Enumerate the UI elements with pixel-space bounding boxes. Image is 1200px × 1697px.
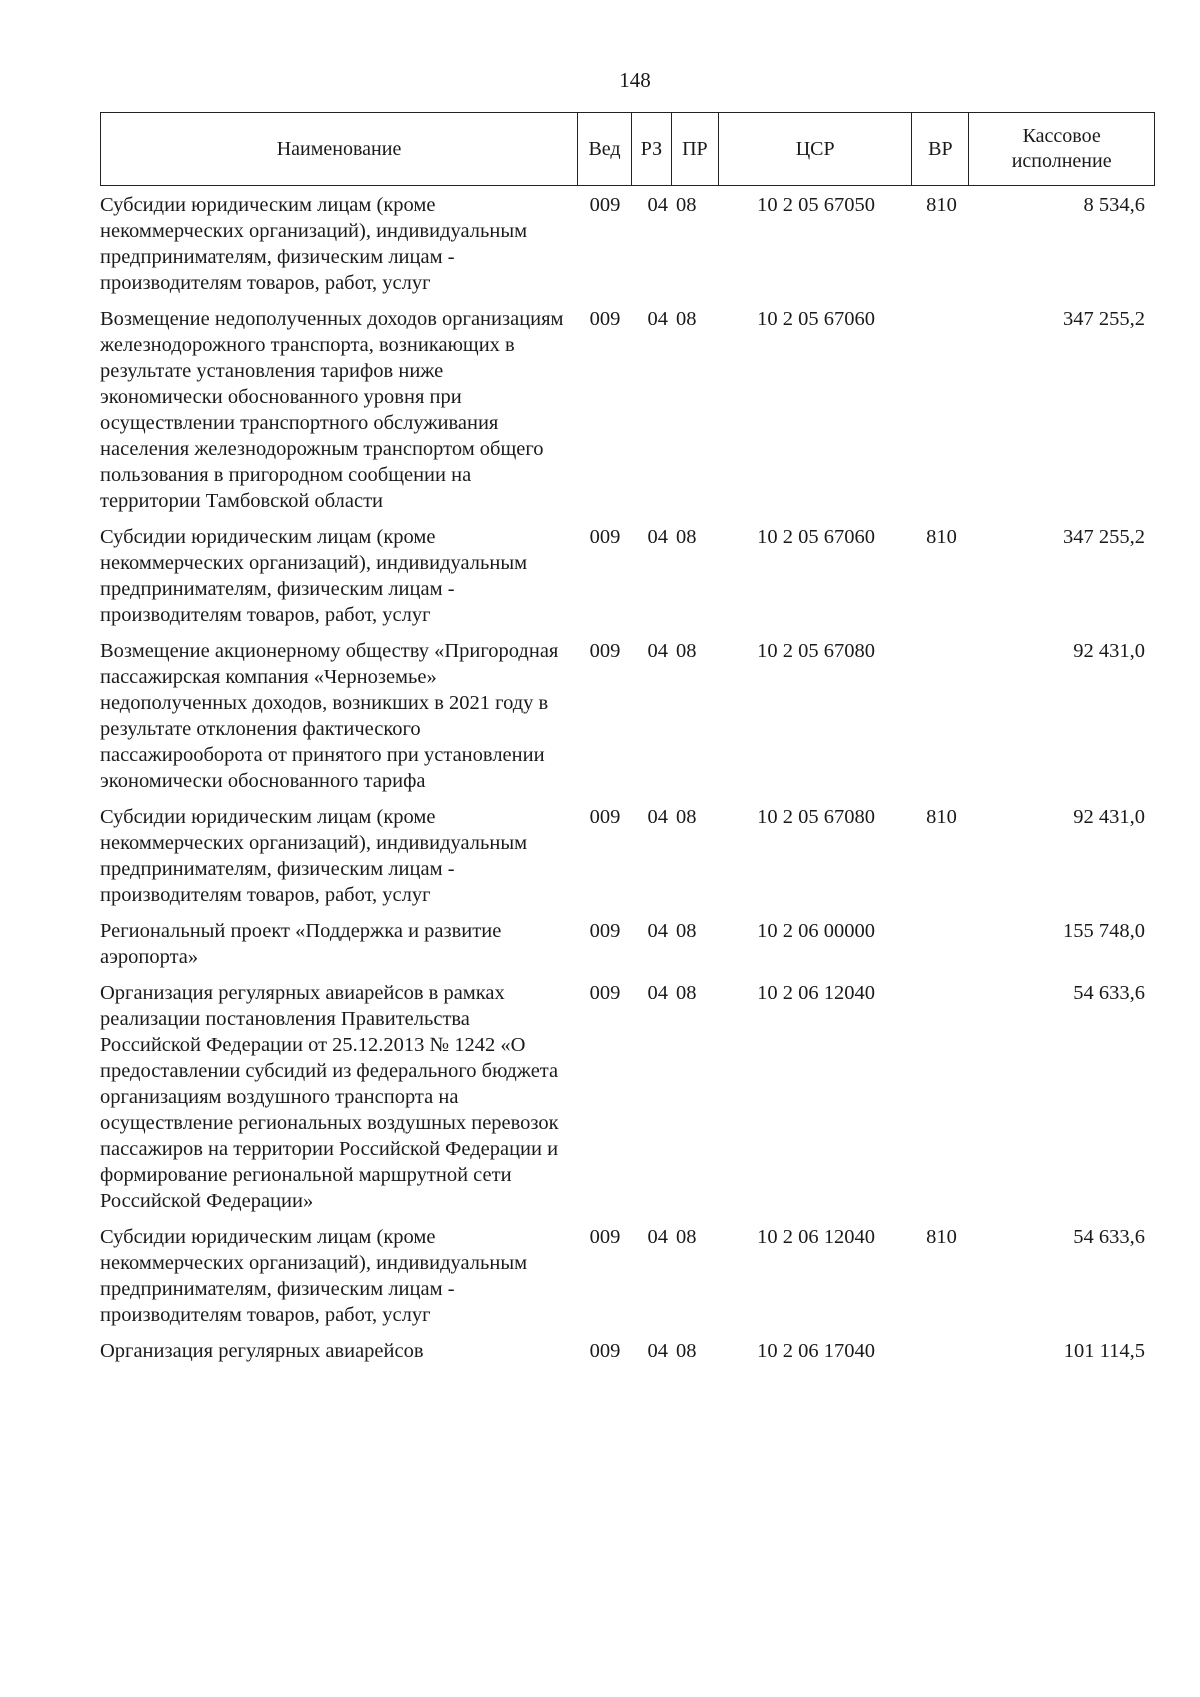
header-sum-line2: исполнение <box>1011 150 1112 172</box>
row-vr: 810 <box>926 194 957 216</box>
header-csr: ЦСР <box>719 113 913 185</box>
row-ved: 009 <box>589 640 621 662</box>
row-ved: 009 <box>589 194 621 216</box>
row-vr <box>913 918 970 970</box>
row-sum: 8 534,6 <box>1083 194 1145 216</box>
row-name: Субсидии юридическим лицам (кроме некоммерческих организаций), индивидуальным предпринимателям, физическим лицам - производителям товаров, работ, услуг <box>100 806 528 906</box>
row-name: Возмещение акционерному обществу «Пригородная пассажирская компания «Черноземье» недополученных доходов, возникших в 2021 году в результате отклонения фактического пассажирооборота от принятого при установлении экономически обоснованного тарифа <box>100 640 559 792</box>
row-ved: 009 <box>589 526 621 548</box>
row-sum: 347 255,2 <box>1063 308 1145 330</box>
row-vr <box>913 980 970 1214</box>
row-sum: 155 748,0 <box>1063 920 1145 942</box>
header-name: Наименование <box>101 113 578 185</box>
page-number: 148 <box>619 68 651 92</box>
row-pr: 08 <box>676 1340 697 1362</box>
table-row <box>100 1338 1155 1364</box>
table-row <box>100 306 1155 514</box>
row-pr: 08 <box>676 920 697 942</box>
table-row <box>100 980 1155 1214</box>
header-vr: ВР <box>912 113 969 185</box>
table-row <box>100 192 1155 296</box>
row-rz: 04 <box>647 1340 668 1362</box>
row-name: Субсидии юридическим лицам (кроме некоммерческих организаций), индивидуальным предпринимателям, физическим лицам - производителям товаров, работ, услуг <box>100 194 528 294</box>
table-body <box>100 192 1155 1364</box>
row-vr: 810 <box>926 806 957 828</box>
row-rz: 04 <box>647 526 668 548</box>
row-sum: 101 114,5 <box>1063 1340 1145 1362</box>
row-rz: 04 <box>647 308 668 330</box>
table-row <box>100 524 1155 628</box>
row-csr: 10 2 05 67060 <box>757 526 875 548</box>
row-pr: 08 <box>676 982 697 1004</box>
row-pr: 08 <box>676 194 697 216</box>
row-csr: 10 2 06 17040 <box>757 1340 875 1362</box>
row-csr: 10 2 06 12040 <box>757 1226 875 1248</box>
row-pr: 08 <box>676 640 697 662</box>
row-ved: 009 <box>589 1226 621 1248</box>
row-sum: 54 633,6 <box>1073 1226 1145 1248</box>
row-csr: 10 2 05 67060 <box>757 308 875 330</box>
row-csr: 10 2 06 00000 <box>757 920 875 942</box>
header-pr: ПР <box>672 113 719 185</box>
row-rz: 04 <box>647 806 668 828</box>
row-rz: 04 <box>647 920 668 942</box>
row-name: Организация регулярных авиарейсов в рамках реализации постановления Правительства Российской Федерации от 25.12.2013 № 1242 «О предоставлении субсидий из федерального бюджета организациям воздушного транспорта на осуществление региональных воздушных перевозок пассажиров на территории Российской Федерации и формирование региональной маршрутной сети Российской Федерации» <box>100 982 559 1212</box>
row-rz: 04 <box>647 194 668 216</box>
table-row <box>100 638 1155 794</box>
header-rz: РЗ <box>632 113 672 185</box>
row-pr: 08 <box>676 526 697 548</box>
header-sum-line1: Кассовое <box>1022 125 1101 147</box>
row-csr: 10 2 06 12040 <box>757 982 875 1004</box>
row-ved: 009 <box>589 1340 621 1362</box>
row-rz: 04 <box>647 640 668 662</box>
row-csr: 10 2 05 67050 <box>757 194 875 216</box>
row-csr: 10 2 05 67080 <box>757 640 875 662</box>
row-vr: 810 <box>926 526 957 548</box>
row-pr: 08 <box>676 806 697 828</box>
header-sum <box>969 113 1154 185</box>
row-name: Возмещение недополученных доходов организациям железнодорожного транспорта, возникающих в результате установления тарифов ниже экономически обоснованного уровня при осуществлении транспортного обслуживания населения железнодорожным транспортом общего пользования в пригородном сообщении на территории Тамбовской области <box>100 308 564 512</box>
row-name: Субсидии юридическим лицам (кроме некоммерческих организаций), индивидуальным предпринимателям, физическим лицам - производителям товаров, работ, услуг <box>100 526 528 626</box>
row-vr: 810 <box>926 1226 957 1248</box>
row-vr <box>913 306 970 514</box>
row-ved: 009 <box>589 920 621 942</box>
row-name: Субсидии юридическим лицам (кроме некоммерческих организаций), индивидуальным предпринимателям, физическим лицам - производителям товаров, работ, услуг <box>100 1226 528 1326</box>
row-vr <box>913 1338 970 1364</box>
row-name: Региональный проект «Поддержка и развитие аэропорта» <box>100 920 502 968</box>
row-csr: 10 2 05 67080 <box>757 806 875 828</box>
row-sum: 92 431,0 <box>1073 806 1145 828</box>
row-pr: 08 <box>676 1226 697 1248</box>
table-row <box>100 804 1155 908</box>
row-sum: 92 431,0 <box>1073 640 1145 662</box>
row-ved: 009 <box>589 982 621 1004</box>
header-ved: Вед <box>578 113 632 185</box>
table-header <box>100 112 1155 186</box>
row-sum: 347 255,2 <box>1063 526 1145 548</box>
row-ved: 009 <box>589 308 621 330</box>
row-name: Организация регулярных авиарейсов <box>100 1340 424 1362</box>
row-ved: 009 <box>589 806 621 828</box>
row-sum: 54 633,6 <box>1073 982 1145 1004</box>
row-rz: 04 <box>647 982 668 1004</box>
row-rz: 04 <box>647 1226 668 1248</box>
budget-table <box>100 112 1155 1364</box>
row-pr: 08 <box>676 308 697 330</box>
table-row <box>100 1224 1155 1328</box>
table-row <box>100 918 1155 970</box>
row-vr <box>913 638 970 794</box>
